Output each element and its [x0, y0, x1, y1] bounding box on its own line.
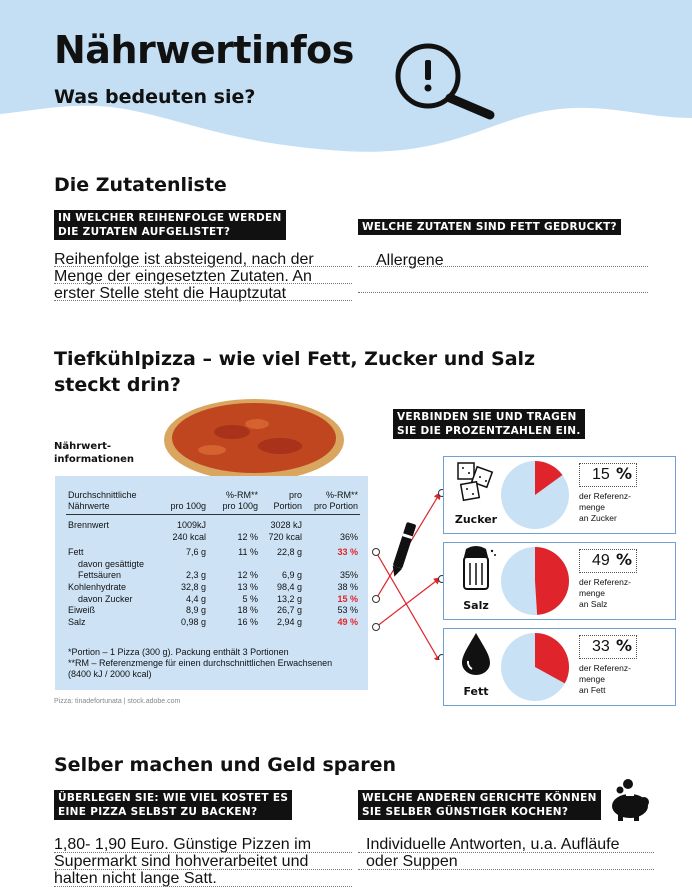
piggy-bank-icon [604, 778, 654, 822]
pizza-image [162, 394, 346, 484]
table-cell-name: davon Zucker [78, 593, 133, 604]
percent-sign: % [616, 464, 633, 483]
table-cell-per100: 1009kJ [176, 520, 206, 530]
table-cell-portion: 13,2 g [276, 593, 302, 604]
table-cell-name: davon gesättigte [78, 558, 145, 569]
drop-icon [450, 631, 502, 677]
percent-value: 33 [592, 638, 610, 655]
section-ingredients-title: Die Zutatenliste [54, 174, 227, 196]
table-cell-per100: 32,8 g [180, 582, 206, 592]
table-footnotes: *Portion – 1 Pizza (300 g). Packung enthält 3 Portionen **RM – Referenzmenge für einen durchschnittlichen Erwachsenen (8400 kJ / 2000 kcal) [68, 647, 333, 679]
table-cell-per100: 2,3 g [185, 570, 206, 581]
table-cell-rmportion: 49 % [337, 616, 358, 627]
table-cell-rm100: 12 % [237, 570, 258, 581]
page-title: Nährwertinfos [54, 28, 354, 72]
question-bold-ingredients-label: WELCHE ZUTATEN SIND FETT GEDRUCKT? [358, 219, 621, 235]
table-cell-rmportion: 35% [339, 570, 358, 581]
pen-icon [388, 520, 418, 582]
table-cell-rm100: 12 % [237, 531, 258, 542]
instruction-label: VERBINDEN SIE UND TRAGEN SIE DIE PROZENTZAHLEN EIN. [393, 409, 585, 439]
sugar-cubes-icon [450, 459, 502, 505]
table-header-portion: pro Portion [273, 490, 302, 511]
table-cell-per100: 7,6 g [185, 547, 206, 558]
salt-shaker-icon [450, 545, 502, 591]
pie-chart [498, 544, 572, 618]
table-cell-name: Eiweiß [68, 605, 96, 616]
answer-order: Reihenfolge ist absteigend, nach der Menge der eingesetzten Zutaten. An erster Stelle steht die Hauptzutat [54, 251, 314, 302]
nutrient-card-zucker [443, 456, 676, 534]
header-background [0, 0, 692, 165]
table-cell-portion: 26,7 g [276, 605, 302, 616]
table-cell-per100: 8,9 g [185, 605, 206, 616]
nutrient-card-fett [443, 628, 676, 706]
table-header-rm100: %-RM** pro 100g [222, 490, 258, 511]
question-order-label: IN WELCHER REIHENFOLGE WERDEN DIE ZUTATEN AUFGELISTET? [54, 210, 286, 240]
section-pizza-title: Tiefkühlpizza – wie viel Fett, Zucker und Salz steckt drin? [54, 348, 536, 396]
table-cell-name: Kohlenhydrate [68, 582, 127, 592]
answer-cost: 1,80- 1,90 Euro. Günstige Pizzen im Supermarkt sind hohverarbeitet und halten nicht lange Satt. [54, 836, 312, 887]
nutrient-label: Fett [463, 685, 489, 698]
table-header-rmportion: %-RM** pro Portion [313, 490, 358, 511]
table-cell-portion: 6,9 g [281, 570, 302, 581]
percent-value: 15 [592, 466, 610, 483]
percent-sign: % [616, 550, 633, 569]
table-cell-rm100: 11 % [238, 547, 258, 558]
nutrition-info-label: Nährwert- informationen [54, 441, 134, 465]
image-credit: Pizza: tinadefortunata | stock.adobe.com [54, 698, 181, 705]
table-cell-per100: 240 kcal [172, 531, 206, 542]
question-cost-label: ÜBERLEGEN SIE: WIE VIEL KOSTET ES EINE PIZZA SELBST ZU BACKEN? [54, 790, 292, 820]
table-cell-name: Fettsäuren [78, 570, 122, 581]
table-header-per100: pro 100g [170, 501, 206, 511]
percent-sign: % [616, 636, 633, 655]
reference-text: der Referenz- menge an Fett [579, 663, 631, 695]
table-cell-rm100: 5 % [242, 593, 258, 604]
pie-chart [498, 630, 572, 704]
table-header-nutrients: Durchschnittliche Nährwerte [68, 490, 137, 511]
reference-text: der Referenz- menge an Salz [579, 577, 631, 609]
table-cell-rmportion: 36% [339, 531, 358, 542]
answer-bold-ingredients: Allergene [376, 252, 444, 269]
table-cell-rmportion: 38 % [337, 582, 358, 592]
table-cell-per100: 0,98 g [180, 616, 206, 627]
nutrient-card-salz [443, 542, 676, 620]
table-cell-name: Salz [68, 616, 86, 627]
page-subtitle: Was bedeuten sie? [54, 86, 256, 108]
table-cell-portion: 720 kcal [268, 531, 302, 542]
table-cell-name: Fett [68, 547, 84, 558]
answer-other-dishes: Individuelle Antworten, u.a. Aufläufe oder Suppen [366, 836, 620, 870]
table-cell-name: Brennwert [68, 520, 110, 530]
table-cell-portion: 3028 kJ [270, 520, 302, 530]
reference-text: der Referenz- menge an Zucker [579, 491, 631, 523]
table-cell-rm100: 18 % [237, 605, 258, 616]
nutrient-label: Salz [463, 599, 489, 612]
table-cell-rm100: 13 % [237, 582, 258, 592]
table-cell-portion: 2,94 g [276, 616, 302, 627]
table-cell-per100: 4,4 g [185, 593, 206, 604]
table-cell-rmportion: 33 % [337, 547, 358, 558]
pie-slice-value [535, 547, 569, 615]
magnifier-exclamation-icon [392, 42, 496, 122]
table-cell-portion: 98,4 g [276, 582, 302, 592]
table-cell-rmportion: 15 % [337, 593, 358, 604]
percent-value: 49 [592, 552, 610, 569]
table-cell-rm100: 16 % [237, 616, 258, 627]
nutrient-label: Zucker [454, 513, 498, 526]
section-diy-title: Selber machen und Geld sparen [54, 754, 396, 776]
question-other-dishes-label: WELCHE ANDEREN GERICHTE KÖNNEN SIE SELBER GÜNSTIGER KOCHEN? [358, 790, 601, 820]
table-cell-rmportion: 53 % [337, 605, 358, 616]
table-cell-portion: 22,8 g [276, 547, 302, 558]
pie-chart [498, 458, 572, 532]
